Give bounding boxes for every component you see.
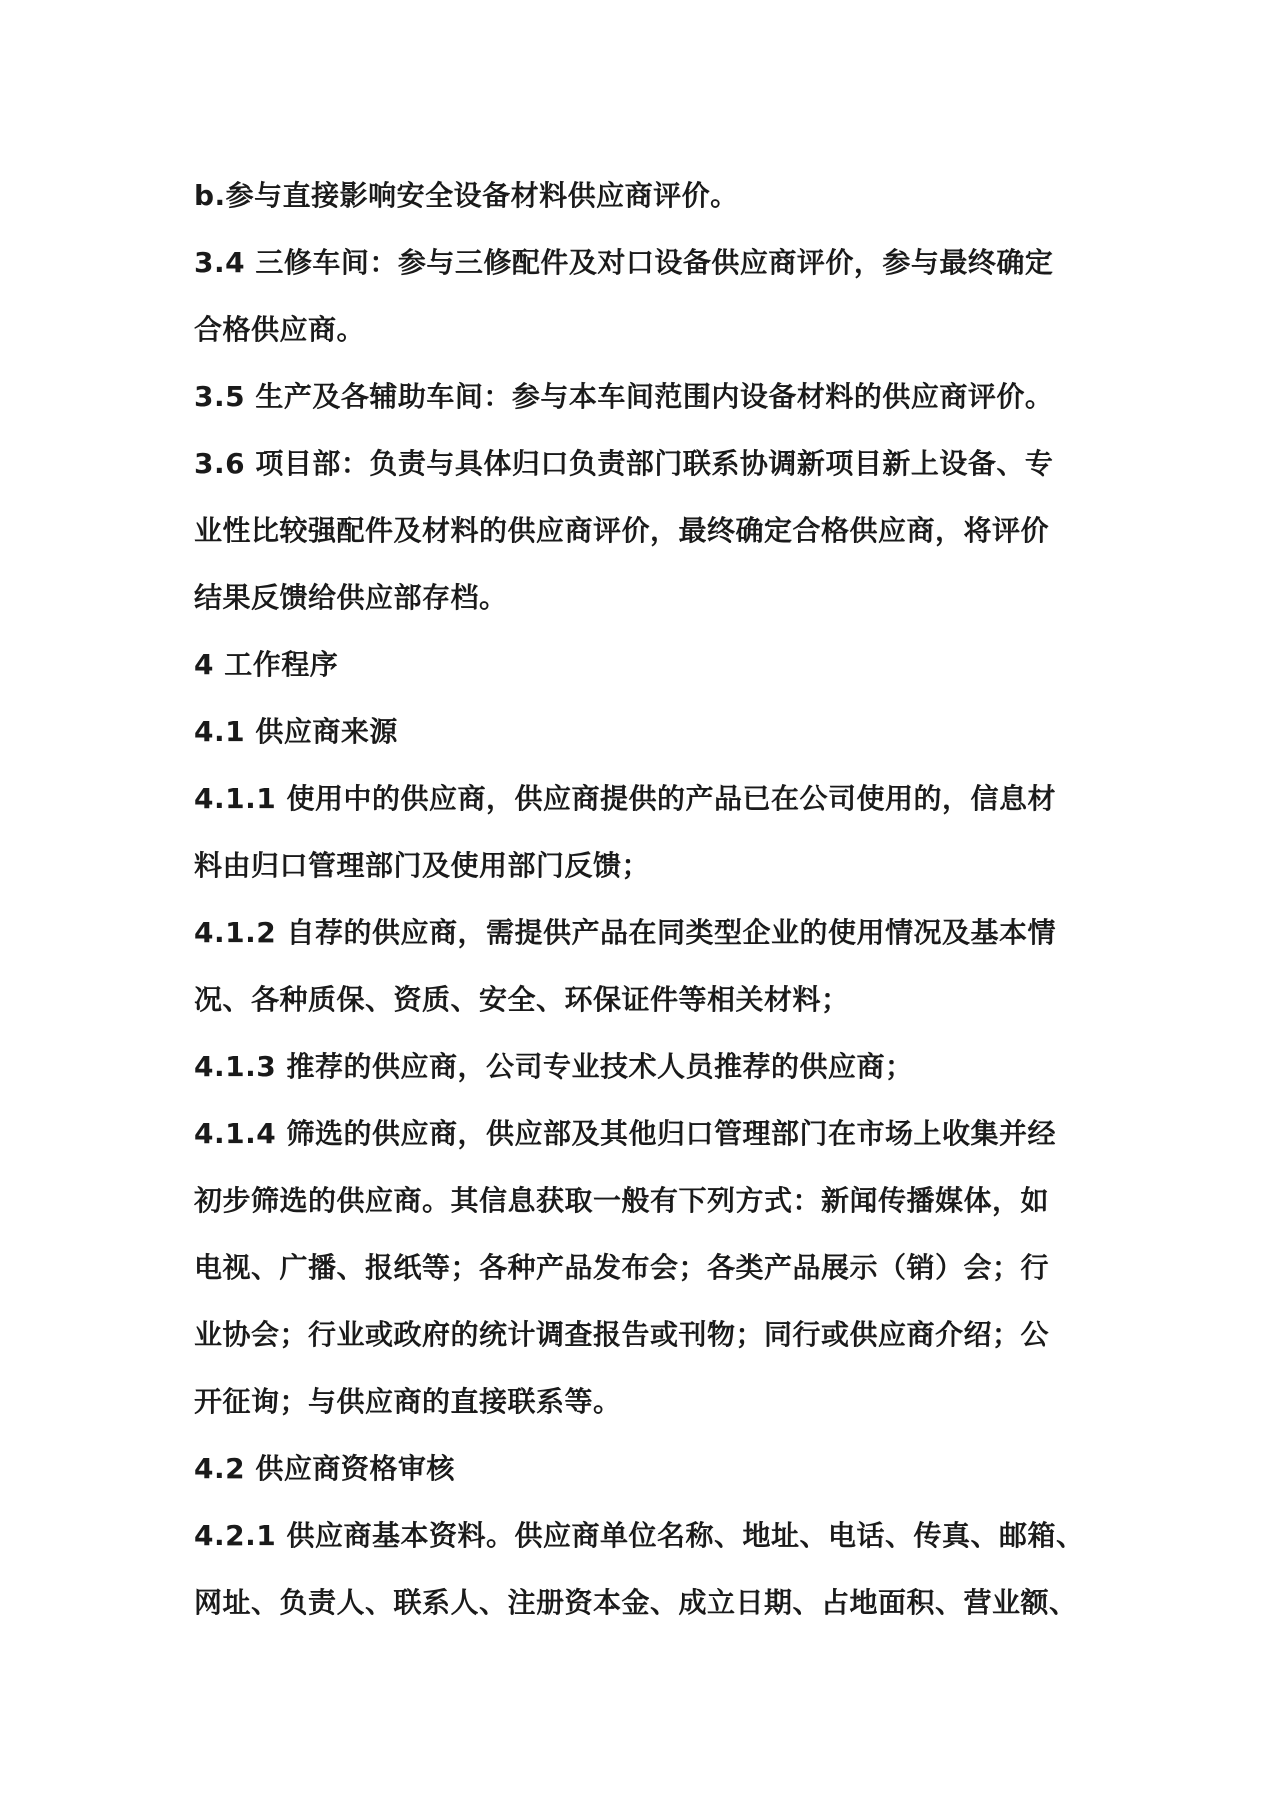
section-heading: 4 工作程序 <box>194 648 339 681</box>
text-line: 3.6 项目部：负责与具体归口负责部门联系协调新项目新上设备、专 <box>194 447 1054 480</box>
text-line: 4.2.1 供应商基本资料。供应商单位名称、地址、电话、传真、邮箱、 <box>194 1519 1085 1552</box>
text-line: 网址、负责人、联系人、注册资本金、成立日期、占地面积、营业额、 <box>194 1586 1078 1619</box>
text-line: 3.5 生产及各辅助车间：参与本车间范围内设备材料的供应商评价。 <box>194 380 1054 413</box>
text-line: 业协会；行业或政府的统计调查报告或刊物；同行或供应商介绍；公 <box>194 1318 1050 1351</box>
text-line: 结果反馈给供应部存档。 <box>194 581 508 614</box>
subsection-heading: 4.1 供应商来源 <box>194 715 398 748</box>
text-line: 料由归口管理部门及使用部门反馈； <box>194 849 651 882</box>
subsection-heading: 4.2 供应商资格审核 <box>194 1452 455 1485</box>
text-line: 4.1.3 推荐的供应商，公司专业技术人员推荐的供应商； <box>194 1050 914 1083</box>
text-line: b.参与直接影响安全设备材料供应商评价。 <box>194 179 739 212</box>
text-line: 业性比较强配件及材料的供应商评价，最终确定合格供应商，将评价 <box>194 514 1050 547</box>
text-line: 4.1.1 使用中的供应商，供应商提供的产品已在公司使用的，信息材 <box>194 782 1056 815</box>
text-line: 4.1.4 筛选的供应商，供应部及其他归口管理部门在市场上收集并经 <box>194 1117 1056 1150</box>
text-line: 况、各种质保、资质、安全、环保证件等相关材料； <box>194 983 850 1016</box>
text-line: 3.4 三修车间：参与三修配件及对口设备供应商评价，参与最终确定 <box>194 246 1054 279</box>
text-line: 4.1.2 自荐的供应商，需提供产品在同类型企业的使用情况及基本情 <box>194 916 1056 949</box>
text-line: 初步筛选的供应商。其信息获取一般有下列方式：新闻传播媒体，如 <box>194 1184 1050 1217</box>
text-line: 开征询；与供应商的直接联系等。 <box>194 1385 622 1418</box>
text-line: 合格供应商。 <box>194 313 366 346</box>
text-line: 电视、广播、报纸等；各种产品发布会；各类产品展示（销）会；行 <box>194 1251 1050 1284</box>
document-body <box>194 162 1094 1636</box>
